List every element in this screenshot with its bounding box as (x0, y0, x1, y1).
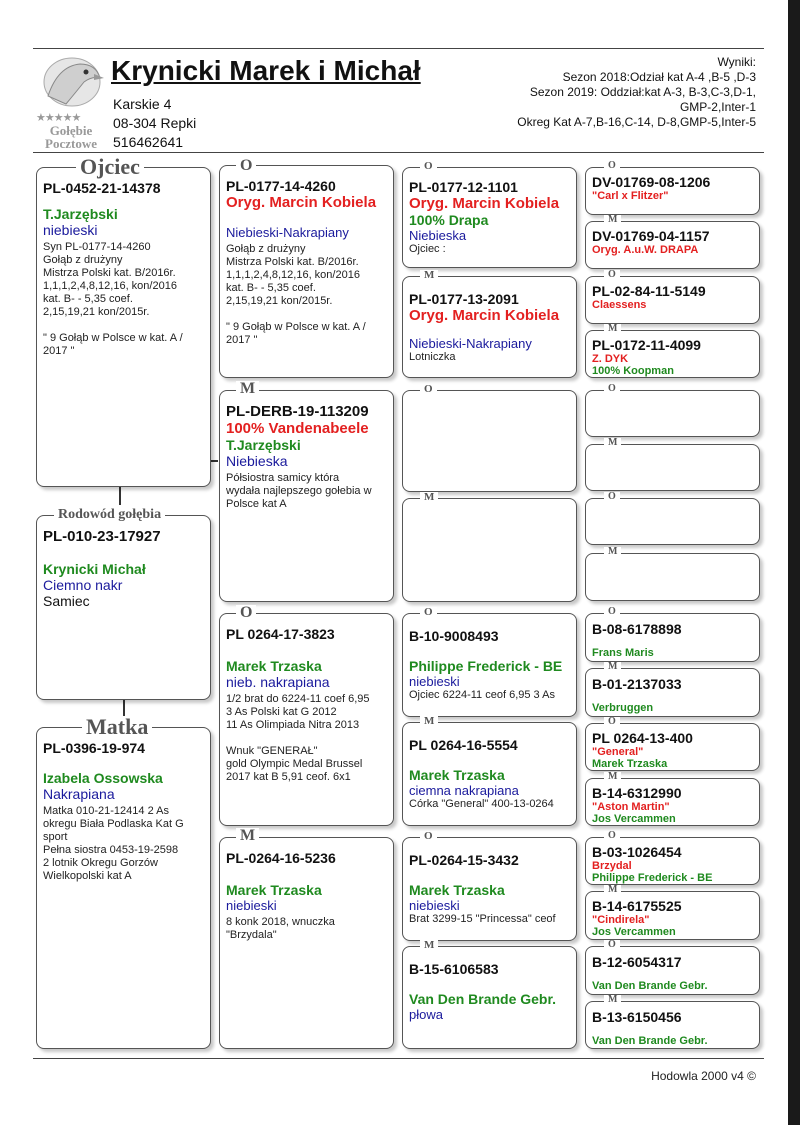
page-title: Krynicki Marek i Michał (111, 55, 421, 86)
g4-sex-label: O (604, 384, 620, 394)
ffm-ring: PL-0177-13-2091 (409, 291, 519, 307)
g4-ring: B-12-6054317 (592, 954, 682, 970)
mfm-sex-label: M (420, 716, 438, 727)
g4-sex-label: M (604, 885, 621, 895)
g4-card-11[interactable] (585, 946, 760, 995)
mmf-ring: PL-0264-15-3432 (409, 852, 519, 868)
g4-card-9[interactable] (585, 837, 760, 885)
fff-color: Niebieska (409, 228, 467, 243)
g4-ring: PL-02-84-11-5149 (592, 283, 706, 299)
connector (119, 487, 121, 505)
stars-icon: ★★★★★ (36, 112, 81, 124)
g4-card-empty[interactable] (585, 444, 760, 491)
results-block: Wyniki: Sezon 2018:Odział kat A-4 ,B-5 ,D-3 Sezon 2019: Oddział:kat A-3, B-3,C-3,D-1, GMP-2,Inter-1 Okreg Kat A-7,B-16,C-14, D-8,GMP-5,Inter-5 (517, 55, 756, 129)
g4-owner: Van Den Brande Gebr. (592, 1035, 708, 1047)
g4-sex-label: M (604, 215, 621, 225)
mf-card[interactable] (219, 613, 394, 826)
father-color: niebieski (43, 222, 98, 238)
header-rule (33, 152, 764, 153)
mother-ring: PL-0396-19-974 (43, 740, 145, 756)
g4-ring: B-14-6175525 (592, 898, 682, 914)
fff-notes: Ojciec : (409, 243, 446, 255)
g4-ring: B-14-6312990 (592, 785, 682, 801)
mfm-notes: Córka "General" 400-13-0264 (409, 798, 554, 810)
mf-sex-label: O (236, 605, 256, 621)
g4-ring: B-03-1026454 (592, 844, 682, 860)
fm-color: Niebieska (226, 453, 288, 469)
address-phone: 516462641 (113, 134, 184, 150)
g4-ring: B-08-6178898 (592, 621, 682, 637)
fff-card[interactable] (402, 167, 577, 268)
mfm-color: ciemna nakrapiana (409, 783, 519, 798)
pedigree-label: Rodowód gołębia (54, 508, 165, 522)
address-line-2: 08-304 Repki (113, 115, 197, 131)
g4-name: "Carl x Flitzer" (592, 190, 669, 202)
footer-credit: Hodowla 2000 v4 © (651, 1069, 756, 1083)
mff-ring: B-10-9008493 (409, 628, 499, 644)
mmf-notes: Brat 3299-15 "Princessa" ceof (409, 913, 556, 925)
g4-ring: B-13-6150456 (592, 1009, 682, 1025)
g4-sex-label: O (604, 940, 620, 950)
g4-card-4[interactable] (585, 330, 760, 378)
ff-card[interactable] (219, 165, 394, 378)
subject-sex: Samiec (43, 593, 90, 609)
pigeon-head-icon (36, 52, 106, 114)
g4-card-empty[interactable] (585, 390, 760, 437)
fmm-sex-label: M (420, 492, 438, 503)
mfm-owner: Marek Trzaska (409, 767, 505, 783)
g4-owner: Van Den Brande Gebr. (592, 980, 708, 992)
g4-sex-label: O (604, 270, 620, 280)
father-ring: PL-0452-21-14378 (43, 180, 161, 196)
fm-sex-label: M (236, 381, 259, 397)
mother-label: Matka (82, 716, 152, 738)
g4-sex-label: M (604, 547, 621, 557)
g4-name: Z. DYK (592, 353, 629, 365)
mm-notes: 8 konk 2018, wnuczka "Brzydala" (226, 916, 335, 941)
g4-sex-label: M (604, 438, 621, 448)
pigeon-logo (36, 52, 106, 151)
mmm-sex-label: M (420, 940, 438, 951)
fm-ring: PL-DERB-19-113209 (226, 403, 369, 420)
fff-sex-label: O (420, 161, 437, 172)
mother-owner: Izabela Ossowska (43, 770, 163, 786)
g4-owner: Jos Vercammen (592, 813, 676, 825)
fmm-card[interactable] (402, 498, 577, 602)
ffm-breeder: Oryg. Marcin Kobiela (409, 307, 560, 324)
mff-owner: Philippe Frederick - BE (409, 658, 563, 674)
mmm-owner: Van Den Brande Gebr. (409, 991, 557, 1007)
mf-color: nieb. nakrapiana (226, 674, 330, 690)
ff-sex-label: O (236, 158, 256, 174)
g4-card-10[interactable] (585, 891, 760, 940)
page-edge-bar (788, 0, 800, 1125)
ff-notes: Gołąb z drużyny Mistrza Polski kat. B/2016r. 1,1,1,2,4,8,12,16, kon/2016 kat. B- - 5,35 coef. 2,15,19,21 kon/2015r. " 9 Gołąb w Polsce w kat. A / 2017 " (226, 243, 366, 346)
g4-owner: Philippe Frederick - BE (592, 872, 713, 884)
subject-color: Ciemno nakr (43, 577, 123, 593)
g4-sex-label: M (604, 324, 621, 334)
mmm-color: płowa (409, 1007, 443, 1022)
g4-owner: Jos Vercammen (592, 926, 676, 938)
mother-color: Nakrapiana (43, 786, 115, 802)
fm-notes: Półsiostra samicy która wydała najlepszego gołebia w Polsce kat A (226, 472, 372, 510)
g4-card-empty[interactable] (585, 553, 760, 601)
mm-card[interactable] (219, 837, 394, 1049)
mff-notes: Ojciec 6224-11 ceof 6,95 3 As (409, 689, 555, 701)
subject-ring: PL-010-23-17927 (43, 528, 161, 545)
fm-owner: T.Jarzębski (226, 437, 301, 453)
ff-color: Niebieski-Nakrapiany (226, 225, 349, 240)
fmf-sex-label: O (420, 384, 437, 395)
ff-ring: PL-0177-14-4260 (226, 178, 336, 194)
father-label: Ojciec (76, 156, 144, 178)
g4-sex-label: M (604, 772, 621, 782)
mff-sex-label: O (420, 607, 437, 618)
g4-ring: DV-01769-08-1206 (592, 174, 711, 190)
ffm-sex-label: M (420, 270, 438, 281)
g4-name: "Cindirela" (592, 914, 650, 926)
fm-card[interactable] (219, 390, 394, 602)
mm-color: niebieski (226, 898, 277, 913)
subject-card[interactable] (36, 515, 211, 700)
mfm-ring: PL 0264-16-5554 (409, 737, 518, 753)
mmf-owner: Marek Trzaska (409, 882, 505, 898)
mf-owner: Marek Trzaska (226, 658, 322, 674)
mmm-card[interactable] (402, 946, 577, 1049)
g4-owner: Frans Maris (592, 647, 654, 659)
footer-rule (33, 1058, 764, 1059)
mfm-card[interactable] (402, 722, 577, 826)
g4-card-5[interactable] (585, 613, 760, 662)
mff-color: niebieski (409, 674, 460, 689)
address-line-1: Karskie 4 (113, 96, 172, 112)
mff-card[interactable] (402, 613, 577, 717)
g4-card-12[interactable] (585, 1001, 760, 1049)
mother-notes: Matka 010-21-12414 2 As okregu Biała Podlaska Kat G sport Pełna siostra 0453-19-2598 2 lotnik Okregu Gorzów Wielkopolski kat A (43, 805, 184, 882)
g4-sex-label: M (604, 995, 621, 1005)
g4-card-6[interactable] (585, 668, 760, 717)
logo-text: Gołębie Pocztowe (45, 123, 97, 151)
g4-ring: B-01-2137033 (592, 676, 682, 692)
g4-card-1[interactable] (585, 167, 760, 215)
mm-ring: PL-0264-16-5236 (226, 850, 336, 866)
fff-strain: 100% Drapa (409, 212, 489, 228)
g4-card-2[interactable] (585, 221, 760, 269)
g4-ring: DV-01769-04-1157 (592, 228, 710, 244)
mm-owner: Marek Trzaska (226, 882, 322, 898)
g4-sex-label: O (604, 831, 620, 841)
g4-card-8[interactable] (585, 778, 760, 826)
ff-breeder: Oryg. Marcin Kobiela (226, 194, 377, 211)
fff-ring: PL-0177-12-1101 (409, 179, 518, 195)
g4-sex-label: M (604, 662, 621, 672)
top-rule (33, 48, 764, 49)
g4-card-empty[interactable] (585, 498, 760, 545)
mmf-color: niebieski (409, 898, 460, 913)
g4-sex-label: O (604, 492, 620, 502)
g4-name: Oryg. A.u.W. DRAPA (592, 244, 699, 256)
g4-ring: PL 0264-13-400 (592, 730, 693, 746)
fff-breeder: Oryg. Marcin Kobiela (409, 195, 560, 212)
mf-notes: 1/2 brat do 6224-11 coef 6,95 3 As Polski kat G 2012 11 As Olimpiada Nitra 2013 Wnuk "GENERAŁ" gold Olympic Medal Brussel 2017 kat B 5,91 ceof. 6x1 (226, 693, 370, 783)
mmf-card[interactable] (402, 837, 577, 941)
g4-owner: Verbruggen (592, 702, 654, 714)
g4-sex-label: O (604, 161, 620, 171)
father-owner: T.Jarzębski (43, 206, 118, 222)
mf-ring: PL 0264-17-3823 (226, 626, 335, 642)
g4-ring: PL-0172-11-4099 (592, 337, 701, 353)
g4-owner: 100% Koopman (592, 365, 674, 377)
father-notes: Syn PL-0177-14-4260 Gołąb z drużyny Mistrza Polski kat. B/2016r. 1,1,1,2,4,8,12,16, kon/2016 kat. B- - 5,35 coef. 2,15,19,21 kon/2015r. " 9 Gołąb w Polsce w kat. A / 2017 " (43, 241, 183, 357)
g4-name: "General" (592, 746, 644, 758)
ffm-card[interactable] (402, 276, 577, 378)
g4-name: Brzydal (592, 860, 632, 872)
mother-card[interactable] (36, 727, 211, 1049)
g4-sex-label: O (604, 607, 620, 617)
g4-sex-label: O (604, 717, 620, 727)
g4-card-3[interactable] (585, 276, 760, 324)
g4-owner: Marek Trzaska (592, 758, 668, 770)
ffm-notes: Lotniczka (409, 351, 456, 363)
g4-card-7[interactable] (585, 723, 760, 771)
g4-name: Claessens (592, 299, 647, 311)
mmm-ring: B-15-6106583 (409, 961, 499, 977)
fmf-card[interactable] (402, 390, 577, 492)
fm-breeder: 100% Vandenabeele (226, 420, 369, 437)
ffm-color: Niebieski-Nakrapiany (409, 336, 532, 351)
connector (210, 460, 218, 462)
mm-sex-label: M (236, 828, 259, 844)
mmf-sex-label: O (420, 831, 437, 842)
subject-owner: Krynicki Michał (43, 561, 146, 577)
g4-name: "Aston Martin" (592, 801, 670, 813)
father-card[interactable] (36, 167, 211, 487)
